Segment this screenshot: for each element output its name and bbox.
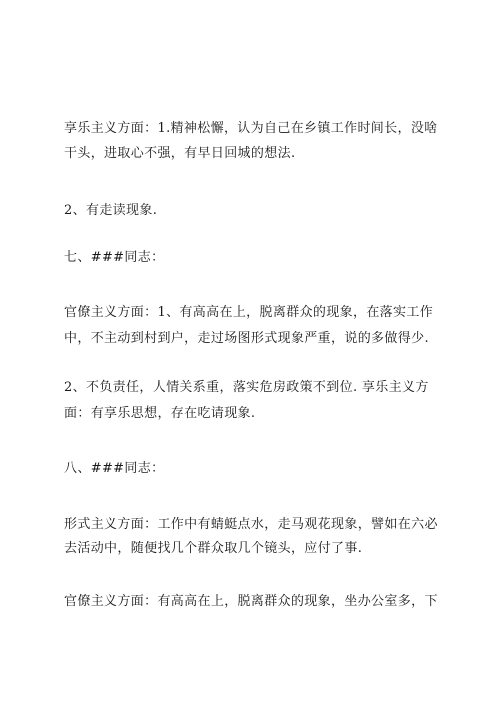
paragraph-line: 面：有享乐思想，存在吃请现象. xyxy=(64,406,256,421)
paragraph-line: 干头，进取心不强，有早日回城的想法. xyxy=(64,146,296,161)
paragraph-line: 中，不主动到村到户，走过场图形式现象严重，说的多做得少. xyxy=(64,331,429,346)
paragraph-line: 形式主义方面：工作中有蜻蜓点水，走马观花现象，譬如在六必 xyxy=(64,517,438,532)
section-heading: 八、###同志： xyxy=(64,461,165,476)
paragraph-line: 官僚主义方面：有高高在上，脱离群众的现象，坐办公室多，下 xyxy=(64,594,438,609)
paragraph-line: 2、有走读现象. xyxy=(64,203,158,218)
paragraph-line: 官僚主义方面：1、有高高在上，脱离群众的现象，在落实工作 xyxy=(64,305,434,320)
paragraph-line: 去活动中，随便找几个群众取几个镜头，应付了事. xyxy=(64,541,363,556)
paragraph-line: 享乐主义方面：1.精神松懈，认为自己在乡镇工作时间长，没啥 xyxy=(64,121,438,136)
paragraph-line: 2、不负责任，人情关系重，落实危房政策不到位. 享乐主义方 xyxy=(64,380,429,395)
section-heading: 七、###同志： xyxy=(64,250,165,265)
